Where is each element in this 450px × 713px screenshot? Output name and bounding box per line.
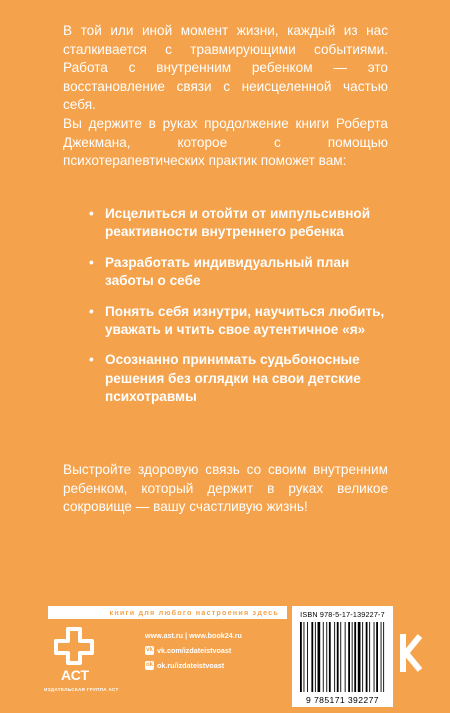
barcode-bar — [354, 622, 356, 692]
barcode-panel — [292, 606, 393, 707]
benefit-text: Осознанно принимать судьбоносные решения без оглядки на свои детские психотравмы — [105, 352, 361, 405]
tagline-banner: книги для любого настроения здесь — [48, 606, 287, 619]
intro-text — [63, 22, 388, 171]
benefit-text: Исцелиться и отойти от импульсивной реактивности внутреннего ребенка — [105, 206, 371, 240]
sites-link[interactable]: www.ast.ru | www.book24.ru — [145, 631, 242, 640]
bullet-icon: • — [89, 303, 94, 319]
benefit-text: Понять себя изнутри, научиться любить, уважать и чтить свое аутентичное «я» — [105, 303, 385, 338]
barcode-bar — [315, 622, 316, 692]
benefits-list — [89, 205, 389, 419]
barcode-bar — [304, 622, 305, 692]
barcode-bar — [366, 622, 368, 692]
ok-row[interactable] — [145, 658, 242, 673]
barcode-icon — [300, 622, 386, 694]
vk-row[interactable] — [145, 643, 242, 658]
benefit-item — [89, 254, 389, 291]
outro-text: Выстройте здоровую связь со своим внутренним ребенком, который держит в руках великое сокровище — вашу счастливую жизнь! — [63, 462, 388, 515]
barcode-bar — [326, 622, 327, 692]
barcode-bar — [369, 622, 370, 692]
barcode-bar — [374, 622, 375, 692]
vk-link[interactable]: vk.com/izdateistvoast — [157, 646, 232, 655]
benefit-item — [89, 303, 389, 340]
bullet-icon: • — [89, 206, 94, 221]
isbn-text: ISBN 978-5-17-139227-7 — [300, 610, 385, 619]
benefit-item — [89, 205, 389, 242]
sites-row[interactable] — [145, 628, 242, 643]
barcode-bar — [311, 622, 313, 692]
barcode-bar — [340, 622, 341, 692]
barcode-bar — [352, 622, 353, 692]
barcode-bar — [358, 622, 361, 692]
ok-icon: ok — [145, 662, 153, 668]
ok-link[interactable]: ok.ru/izdateistvoast — [157, 661, 225, 670]
barcode-bar — [334, 622, 335, 692]
ast-logo-text: АСТ — [60, 667, 90, 683]
benefit-item — [89, 351, 389, 406]
vk-icon: vk — [146, 647, 153, 653]
barcode-bar — [307, 622, 308, 692]
barcode-bar — [348, 622, 350, 692]
intro-paragraph-1: В той или иной момент жизни, каждый из нас сталкивается с травмирующими событиями. Работа с внутренним ребенком — это восстановление связи с неисцеленной частью себя. — [63, 23, 388, 113]
barcode-bar — [362, 622, 363, 692]
barcode-number: 9 785171 392277 — [306, 695, 379, 705]
barcode-bar — [381, 622, 382, 692]
barcode-bar — [337, 622, 339, 692]
benefit-text: Разработать индивидуальный план заботы о себе — [105, 254, 350, 289]
barcode-bar — [376, 622, 378, 692]
publisher-links — [145, 628, 242, 673]
ast-logo-icon — [46, 625, 104, 685]
bullet-icon: • — [89, 352, 94, 368]
intro-paragraph-2: Вы держите в руках продолжение книги Роберта Джекмана, которое с помощью психотерапевтических практик поможет вам: — [63, 115, 388, 169]
barcode-bar — [383, 622, 384, 692]
publisher-name: ИЗДАТЕЛЬСКАЯ ГРУППА АСТ — [44, 687, 119, 692]
barcode-bar — [318, 622, 321, 692]
bullet-icon: • — [89, 254, 94, 270]
brand-k-icon — [398, 630, 426, 676]
barcode-bar — [323, 622, 324, 692]
barcode-bar — [345, 622, 346, 692]
barcode-bar — [329, 622, 331, 692]
barcode-bar — [300, 622, 302, 692]
